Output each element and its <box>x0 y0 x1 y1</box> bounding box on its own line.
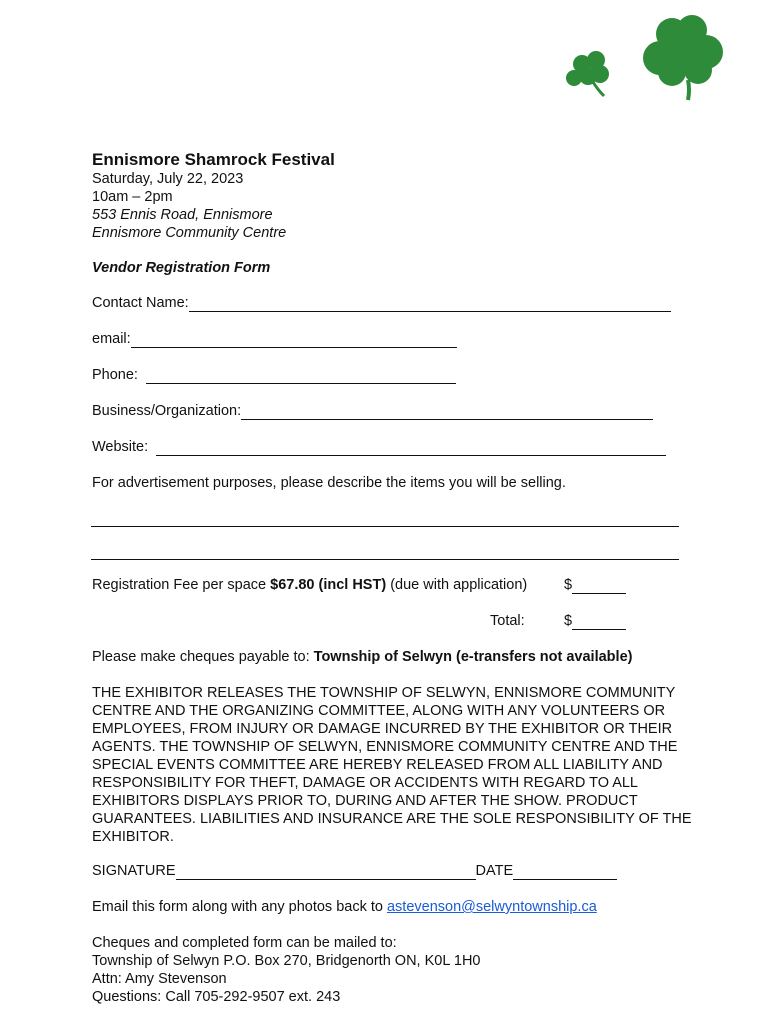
fee-amount-entry <box>564 577 626 594</box>
email-label: email: <box>92 331 131 347</box>
mail-address: Township of Selwyn P.O. Box 270, Bridgenorth ON, K0L 1H0 <box>92 953 481 969</box>
attention-line: Attn: Amy Stevenson <box>92 971 227 987</box>
contact-name-field[interactable] <box>189 296 671 312</box>
contact-name-row <box>92 295 671 312</box>
phone-label: Phone: <box>92 367 138 383</box>
signature-row <box>92 863 617 880</box>
fee-currency: $ <box>564 577 573 593</box>
email-field[interactable] <box>131 332 457 348</box>
describe-prompt: For advertisement purposes, please describe the items you will be selling. <box>92 475 566 491</box>
email-link[interactable]: astevenson@selwyntownship.ca <box>386 899 597 915</box>
website-label: Website: <box>92 439 149 455</box>
mail-heading: Cheques and completed form can be mailed to: <box>92 935 397 951</box>
email-instruction-text: Email this form along with any photos back to <box>92 899 387 915</box>
date-label: DATE <box>475 863 514 879</box>
business-label: Business/Organization: <box>92 403 242 419</box>
signature-field[interactable] <box>176 864 476 880</box>
total-entry <box>564 613 626 630</box>
shamrock-large-icon <box>643 15 723 100</box>
signature-label: SIGNATURE <box>92 863 176 879</box>
business-row <box>92 403 653 420</box>
fee-prefix: Registration Fee per space <box>92 577 271 593</box>
total-label: Total: <box>490 613 525 629</box>
event-address: 553 Ennis Road, Ennismore <box>92 207 273 223</box>
fee-suffix: (due with application) <box>386 577 528 593</box>
email-instruction <box>92 899 597 916</box>
email-row <box>92 331 457 348</box>
cheque-row <box>92 649 632 666</box>
event-time: 10am – 2pm <box>92 189 173 205</box>
event-date: Saturday, July 22, 2023 <box>92 171 244 187</box>
liability-disclaimer: THE EXHIBITOR RELEASES THE TOWNSHIP OF SELWYN, ENNISMORE COMMUNITY CENTRE AND THE ORGANIZING COMMITTEE, ALONG WITH ANY VOLUNTEERS OR EMPLOYEES, FROM INJURY OR DAMAGE INCURRED BY THE EXHIBITOR OR THEIR AGENTS. THE TOWNSHIP OF SELWYN, ENNISMORE COMMUNITY CENTRE AND THE SPECIAL EVENTS COMMITTEE ARE HEREBY RELEASED FROM ALL LIABILITY AND RESPONSIBILITY FOR THEFT, DAMAGE OR ACCIDENTS WITH REGARD TO ALL EXHIBITORS DISPLAYS PRIOR TO, DURING AND AFTER THE SHOW. PRODUCT GUARANTEES. LIABILITIES AND INSURANCE ARE THE SOLE RESPONSIBILITY OF THE EXHIBITOR. <box>92 685 692 845</box>
describe-line-2[interactable] <box>91 559 679 560</box>
shamrocks-decoration <box>560 10 740 105</box>
fee-amount: $67.80 (incl HST) <box>270 577 387 593</box>
cheque-payee: Township of Selwyn (e-transfers not available) <box>313 649 633 665</box>
business-field[interactable] <box>241 404 653 420</box>
phone-field[interactable] <box>146 368 456 384</box>
questions-line: Questions: Call 705-292-9507 ext. 243 <box>92 989 341 1005</box>
form-heading: Vendor Registration Form <box>92 260 271 276</box>
cheque-prefix: Please make cheques payable to: <box>92 649 314 665</box>
phone-row <box>92 367 456 384</box>
contact-name-label: Contact Name: <box>92 295 189 311</box>
website-field[interactable] <box>156 440 666 456</box>
describe-line-1[interactable] <box>91 526 679 527</box>
event-title: Ennismore Shamrock Festival <box>92 150 335 169</box>
fee-row <box>92 577 527 594</box>
website-row <box>92 439 666 456</box>
total-currency: $ <box>564 613 573 629</box>
fee-amount-field[interactable] <box>572 578 626 594</box>
event-venue: Ennismore Community Centre <box>92 225 287 241</box>
date-field[interactable] <box>513 864 617 880</box>
shamrock-small-icon <box>566 51 609 96</box>
total-field[interactable] <box>572 614 626 630</box>
